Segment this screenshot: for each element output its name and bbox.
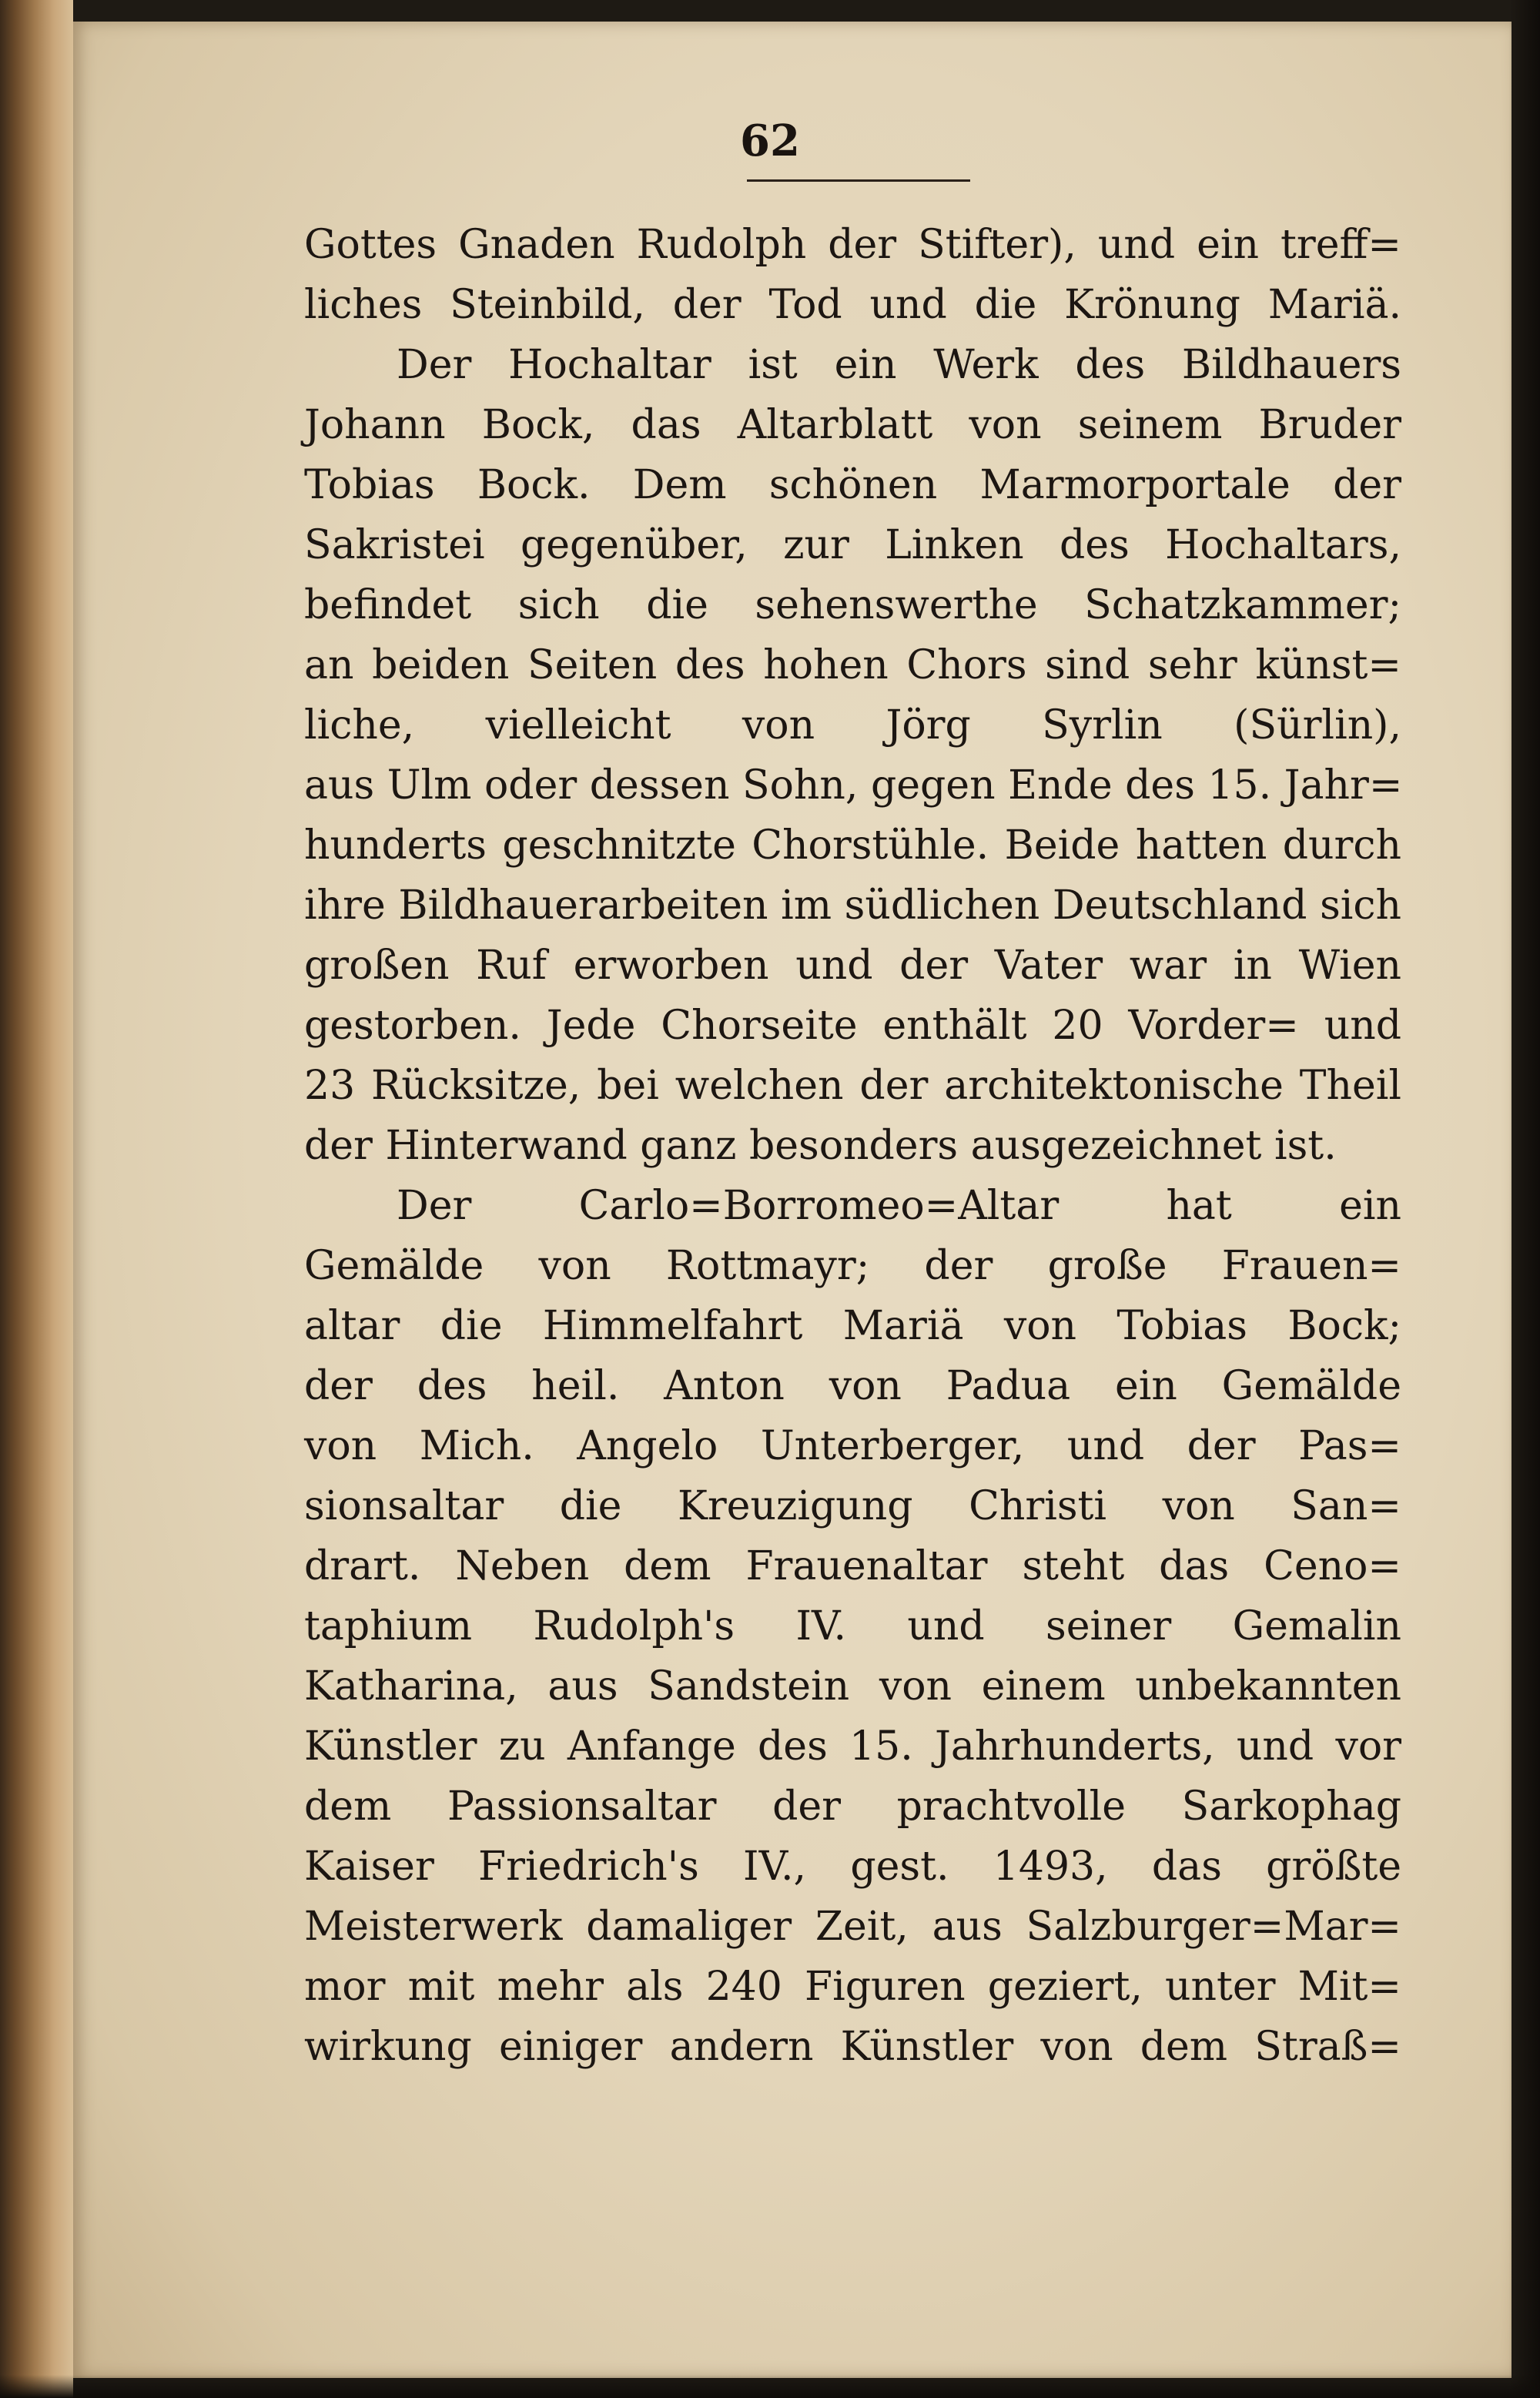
page-right-shadow [1509, 0, 1540, 2398]
text-line: gestorben. Jede Chorseite enthält 20 Vorder= und [304, 1003, 1401, 1049]
text-line: taphium Rudolph's IV. und seiner Gemalin [304, 1603, 1401, 1649]
text-line: mor mit mehr als 240 Figuren geziert, unter Mit= [304, 1964, 1401, 2010]
text-line: Gottes Gnaden Rudolph der Stifter), und ein treff= [304, 222, 1401, 268]
text-line: wirkung einiger andern Künstler von dem Straß= [304, 2024, 1401, 2070]
book-binding-edge [0, 0, 73, 2398]
text-line: Der Carlo=Borromeo=Altar hat ein [397, 1183, 1401, 1229]
text-line: altar die Himmelfahrt Mariä von Tobias Bock; [304, 1303, 1401, 1349]
text-line: Künstler zu Anfange des 15. Jahrhunderts, und vor [304, 1723, 1401, 1770]
text-line: der Hinterwand ganz besonders ausgezeichnet ist. [304, 1123, 1337, 1169]
header-rule [747, 179, 970, 182]
text-line: hunderts geschnitzte Chorstühle. Beide hatten durch [304, 822, 1401, 869]
text-line: Johann Bock, das Altarblatt von seinem Bruder [304, 402, 1401, 448]
text-line: ihre Bildhauerarbeiten im südlichen Deutschland sich [304, 883, 1401, 929]
text-line: Der Hochaltar ist ein Werk des Bildhauers [397, 342, 1401, 388]
text-line: sionsaltar die Kreuzigung Christi von San= [304, 1483, 1401, 1529]
text-line: Tobias Bock. Dem schönen Marmorportale der [304, 462, 1401, 508]
text-line: befindet sich die sehenswerthe Schatzkammer; [304, 582, 1401, 628]
text-line: drart. Neben dem Frauenaltar steht das Ceno= [304, 1543, 1401, 1589]
text-line: Gemälde von Rottmayr; der große Frauen= [304, 1243, 1401, 1289]
text-line: Sakristei gegenüber, zur Linken des Hochaltars, [304, 522, 1401, 568]
text-line: an beiden Seiten des hohen Chors sind sehr künst= [304, 642, 1401, 688]
page-bottom-shadow [0, 2375, 1540, 2398]
text-line: liche, vielleicht von Jörg Syrlin (Sürlin), [304, 702, 1401, 749]
text-line: dem Passionsaltar der prachtvolle Sarkophag [304, 1783, 1401, 1830]
text-line: 23 Rücksitze, bei welchen der architektonische Theil [304, 1063, 1401, 1109]
text-line: der des heil. Anton von Padua ein Gemälde [304, 1363, 1401, 1409]
text-line: Meisterwerk damaliger Zeit, aus Salzburger=Mar= [304, 1904, 1401, 1950]
page-number: 62 [740, 116, 800, 166]
text-line: Katharina, aus Sandstein von einem unbekannten [304, 1663, 1401, 1710]
text-line: liches Steinbild, der Tod und die Krönung Mariä. [304, 282, 1401, 328]
text-line: von Mich. Angelo Unterberger, und der Pas= [304, 1423, 1401, 1469]
text-line: aus Ulm oder dessen Sohn, gegen Ende des 15. Jahr= [304, 762, 1403, 809]
text-line: Kaiser Friedrich's IV., gest. 1493, das größte [304, 1844, 1401, 1890]
text-line: großen Ruf erworben und der Vater war in Wien [304, 943, 1401, 989]
